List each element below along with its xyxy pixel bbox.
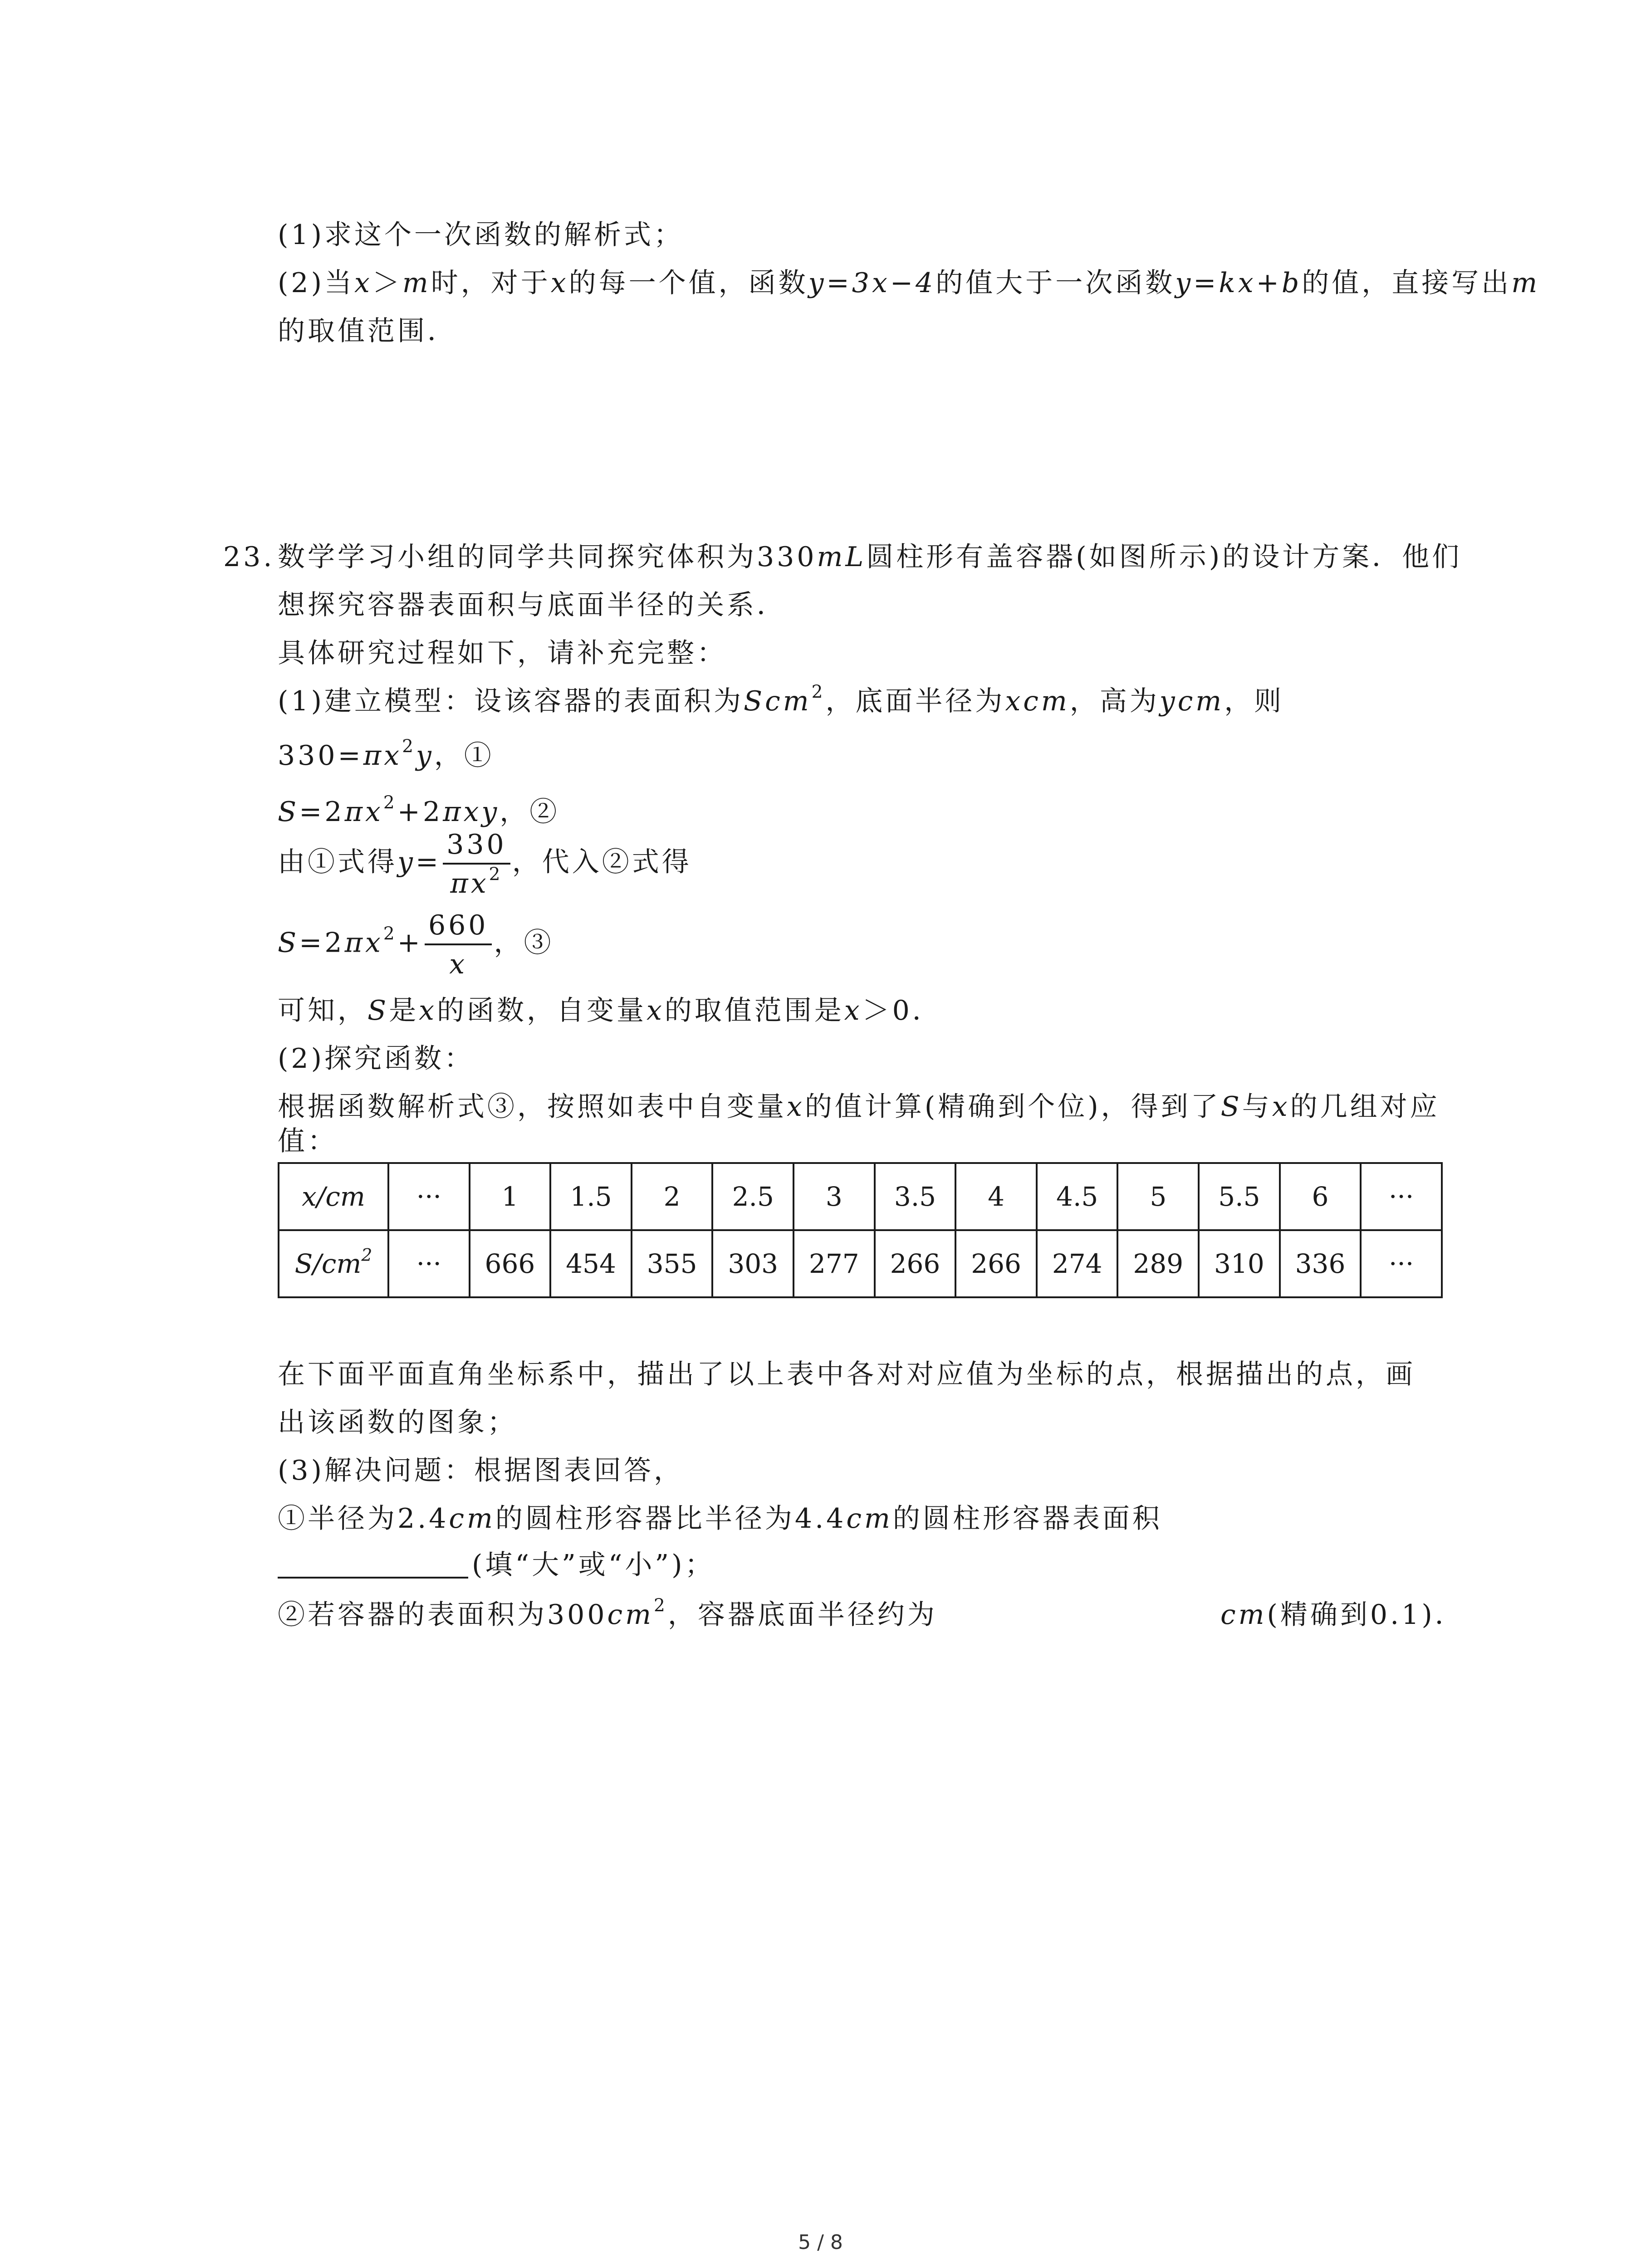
q23-question-1-cont: (填“大”或“小”)； — [278, 1551, 715, 1579]
q23-part2-heading: (2)探究函数： — [278, 1043, 474, 1075]
q23-part2-desc: 根据函数解析式③，按照如表中自变量x的值计算(精确到个位)，得到了S与x的几组对应 — [278, 1091, 1440, 1123]
q23-number: 23. — [223, 541, 275, 573]
fraction-330-over-pi-x2: $\frac{330}{\pi x^2}$ — [443, 831, 510, 897]
table-header-s: $S/cm^2$ — [279, 1230, 388, 1297]
table-cell: 1.5 — [550, 1163, 632, 1230]
q23-intro-line1: 数学学习小组的同学共同探究体积为330mL圆柱形有盖容器(如图所示)的设计方案．他们 — [278, 541, 1462, 573]
equation-4: $S=2\pi x^2+$ $\frac{660}{x}$ ，③ — [278, 909, 554, 980]
q23-question-1: ①半径为2.4cm的圆柱形容器比半径为4.4cm的圆柱形容器表面积 — [278, 1503, 1162, 1535]
table-cell: 355 — [632, 1230, 713, 1297]
table-cell: 666 — [470, 1230, 551, 1297]
table-cell: 1 — [470, 1163, 551, 1230]
q23-domain-statement: 可知，S是x的函数，自变量x的取值范围是x＞0． — [278, 995, 942, 1026]
q23-process-intro: 具体研究过程如下，请补充完整： — [278, 637, 727, 669]
table-row-x — [279, 1163, 1442, 1230]
q23-question-2: ②若容器的表面积为$300cm^2$，容器底面半径约为 — [278, 1595, 937, 1631]
table-row-s — [279, 1230, 1442, 1297]
table-cell: 289 — [1117, 1230, 1199, 1297]
equation-1: $330=\pi x^2y$，① — [278, 736, 494, 772]
table-cell: 4 — [955, 1163, 1037, 1230]
q23-part2-desc-cont: 值： — [278, 1125, 338, 1157]
table-cell: 2.5 — [712, 1163, 794, 1230]
table-cell: 277 — [794, 1230, 875, 1297]
table-cell: 6 — [1280, 1163, 1361, 1230]
q22-part1: (1)求这个一次函数的解析式； — [278, 219, 684, 251]
table-cell: 336 — [1280, 1230, 1361, 1297]
q23-plot-instruction: 在下面平面直角坐标系中，描出了以上表中各对对应值为坐标的点，根据描出的点，画 — [278, 1359, 1416, 1390]
q23-intro-line2: 想探究容器表面积与底面半径的关系． — [278, 589, 787, 621]
table-cell: 274 — [1037, 1230, 1118, 1297]
table-cell: 3 — [794, 1163, 875, 1230]
q22-part2: (2)当x＞m时，对于x的每一个值，函数y=3x−4的值大于一次函数y=kx+b的值，直接写出m — [278, 267, 1540, 299]
values-table — [278, 1162, 1443, 1298]
page-number: 5 / 8 — [798, 2231, 843, 2254]
table-cell: 3.5 — [875, 1163, 956, 1230]
q23-part3-heading: (3)解决问题：根据图表回答， — [278, 1455, 684, 1486]
table-cell: ··· — [388, 1163, 470, 1230]
table-cell: ··· — [388, 1230, 470, 1297]
table-cell: 310 — [1199, 1230, 1280, 1297]
table-cell: 303 — [712, 1230, 794, 1297]
q22-part2-cont: 的取值范围． — [278, 315, 457, 347]
table-cell: 4.5 — [1037, 1163, 1118, 1230]
fraction-660-over-x: $\frac{660}{x}$ — [425, 912, 492, 978]
table-header-x: x/cm — [279, 1163, 388, 1230]
q23-plot-instruction-cont: 出该函数的图象； — [278, 1407, 517, 1438]
table-cell: 266 — [875, 1230, 956, 1297]
table-cell: ··· — [1361, 1230, 1442, 1297]
q23-question-2-tail: cm(精确到0.1)． — [1220, 1599, 1465, 1631]
q23-model-setup: (1)建立模型：设该容器的表面积为Scm$^2$，底面半径为xcm，高为ycm，则 — [278, 682, 1284, 717]
table-cell: ··· — [1361, 1163, 1442, 1230]
table-cell: 5.5 — [1199, 1163, 1280, 1230]
answer-blank-1[interactable] — [278, 1551, 468, 1579]
equation-2: $S=2\pi x^2+2\pi xy$，② — [278, 792, 560, 828]
table-cell: 5 — [1117, 1163, 1199, 1230]
equation-3: 由①式得y= $\frac{330}{\pi x^2}$ ，代入②式得 — [278, 829, 692, 899]
table-cell: 266 — [955, 1230, 1037, 1297]
table-cell: 454 — [550, 1230, 632, 1297]
table-cell: 2 — [632, 1163, 713, 1230]
